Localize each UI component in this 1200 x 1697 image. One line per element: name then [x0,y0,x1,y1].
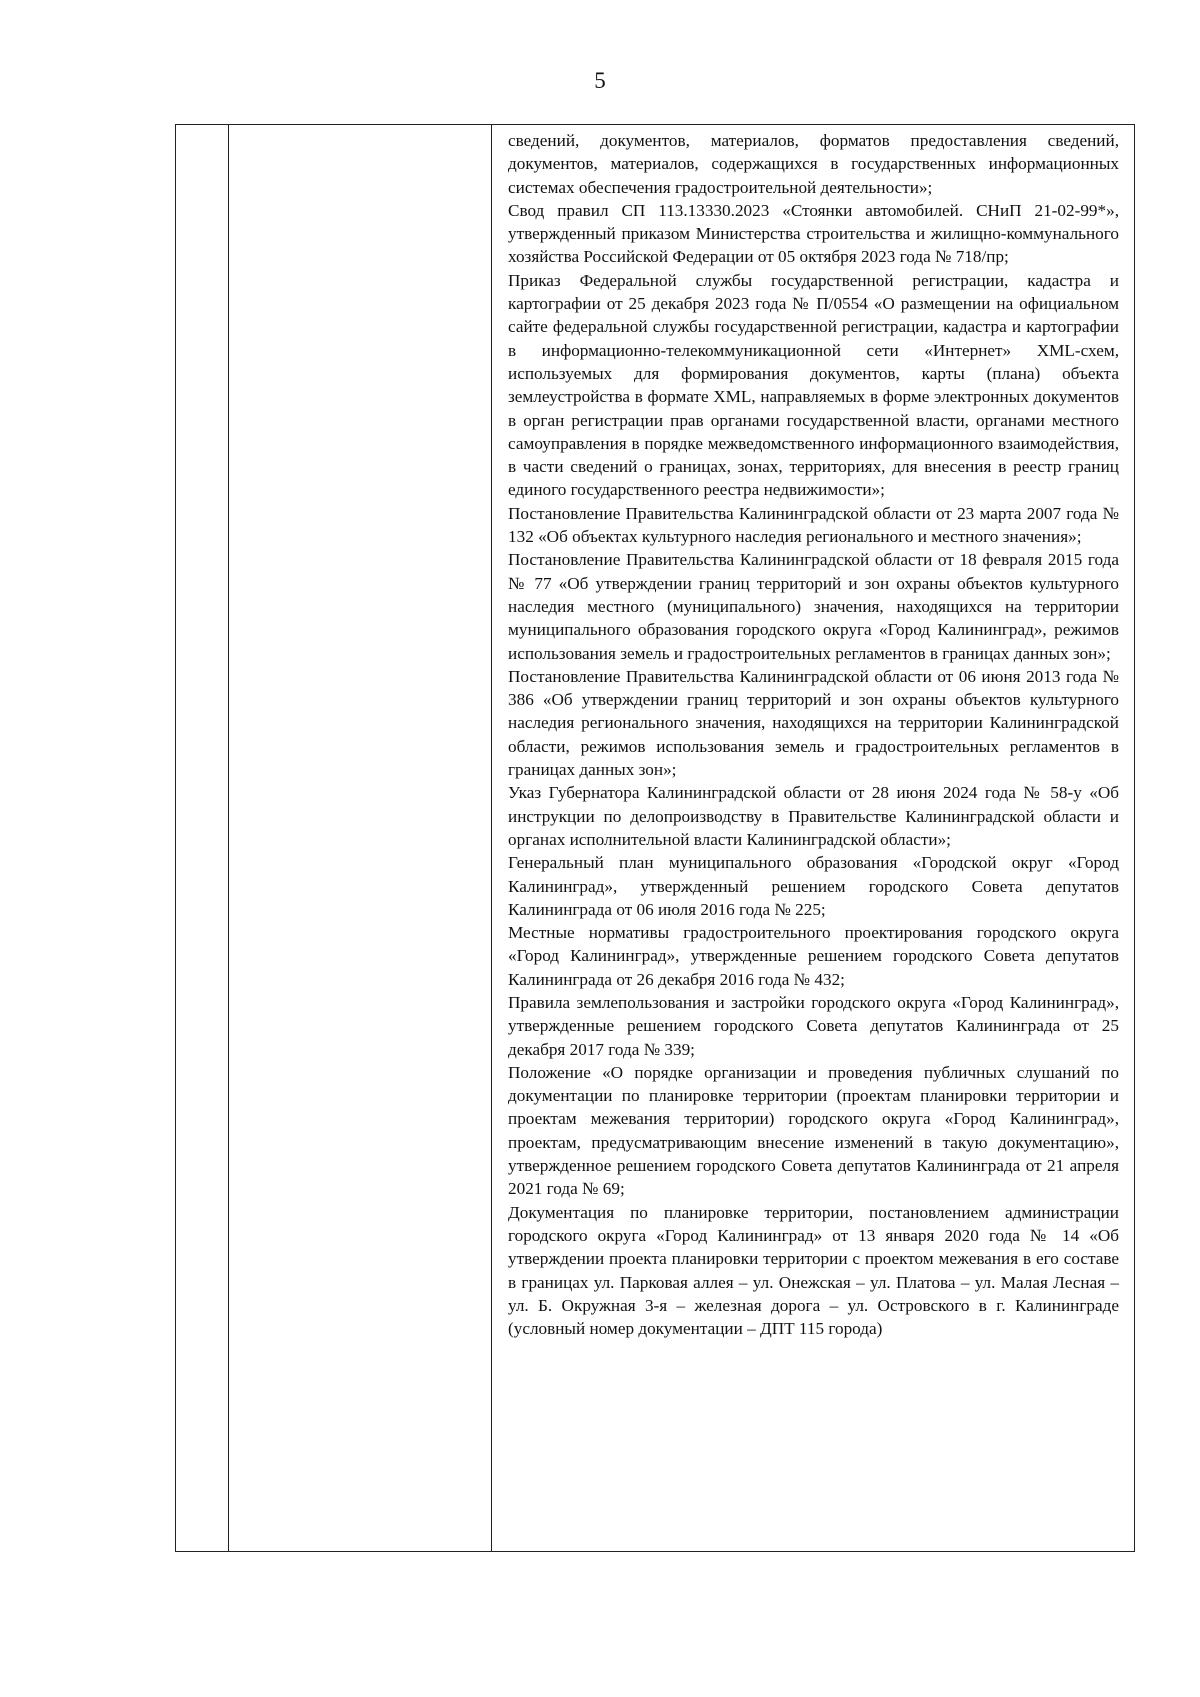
regulation-paragraph: Местные нормативы градостроительного проектирования городского округа «Город Калининград», утвержденные решением городского Совета депутатов Калининграда от 26 декабря 2016 года № 432; [508,923,1119,989]
regulations-cell [508,129,1119,1340]
regulation-paragraph: Положение «О порядке организации и проведения публичных слушаний по документации по планировке территории (проектам планировки территории и проектам межевания территории) городского округа «Город Калининград», проектам, предусматривающим внесение изменений в такую документацию», утвержденное решением городского Совета депутатов Калининграда от 21 апреля 2021 года № 69; [508,1062,1119,1199]
regulation-paragraph: Генеральный план муниципального образования «Городской округ «Город Калининград», утвержденный решением городского Совета депутатов Калининграда от 06 июля 2016 года № 225; [508,853,1119,919]
regulation-paragraph: Постановление Правительства Калининградской области от 06 июня 2013 года № 386 «Об утверждении границ территорий и зон охраны объектов культурного наследия регионального значения, находящихся на территории Калининградской области, режимов использования земель и градостроительных регламентов в границах данных зон»; [508,666,1119,780]
page-number: 5 [594,68,606,93]
regulation-paragraph: Правила землепользования и застройки городского округа «Город Калининград», утвержденные решением городского Совета депутатов Калининграда от 25 декабря 2017 года № 339; [508,992,1119,1059]
regulation-paragraph: сведений, документов, материалов, форматов предоставления сведений, документов, материалов, содержащихся в государственных информационных системах обеспечения градостроительной деятельности»; [508,131,1119,197]
column-divider-2 [491,125,492,1551]
regulation-paragraph: Документация по планировке территории, постановлением администрации городского округа «Город Калининград» от 13 января 2020 года № 14 «Об утверждении проекта планировки территории с проектом межевания в его составе в границах ул. Парковая аллея – ул. Онежская – ул. Платова – ул. Малая Лесная – ул. Б. Окружная 3-я – железная дорога – ул. Островского в г. Калининграде (условный номер документации – ДПТ 115 города) [508,1202,1119,1339]
regulation-paragraph: Указ Губернатора Калининградской области от 28 июня 2024 года № 58-у «Об инструкции по делопроизводству в Правительстве Калининградской области и органах исполнительной власти Калининградской области»; [508,783,1119,849]
column-divider-1 [228,125,229,1551]
regulation-paragraph: Свод правил СП 113.13330.2023 «Стоянки автомобилей. СНиП 21-02-99*», утвержденный приказом Министерства строительства и жилищно-коммунального хозяйства Российской Федерации от 05 октября 2023 года № 718/пр; [508,200,1119,267]
regulation-paragraph: Постановление Правительства Калининградской области от 18 февраля 2015 года № 77 «Об утверждении границ территорий и зон охраны объектов культурного наследия местного (муниципального) значения, находящихся на территории муниципального образования городского округа «Город Калининград», режимов использования земель и градостроительных регламентов в границах данных зон»; [508,550,1119,663]
regulation-paragraph: Приказ Федеральной службы государственной регистрации, кадастра и картографии от 25 декабря 2023 года № П/0554 «О размещении на официальном сайте федеральной службы государственной регистрации, кадастра и картографии в информационно-телекоммуникационной сети «Интернет» XML-схем, используемых для формирования документов, карты (плана) объекта землеустройства в формате XML, направляемых в форме электронных документов в орган регистрации прав органами государственной власти, органами местного самоуправления в порядке межведомственного информационного взаимодействия, в части сведений о границах, зонах, территориях, для внесения в реестр границ единого государственного реестра недвижимости»; [508,270,1119,500]
document-table [175,124,1135,1552]
regulation-paragraph: Постановление Правительства Калининградской области от 23 марта 2007 года № 132 «Об объектах культурного наследия регионального и местного значения»; [508,503,1119,547]
